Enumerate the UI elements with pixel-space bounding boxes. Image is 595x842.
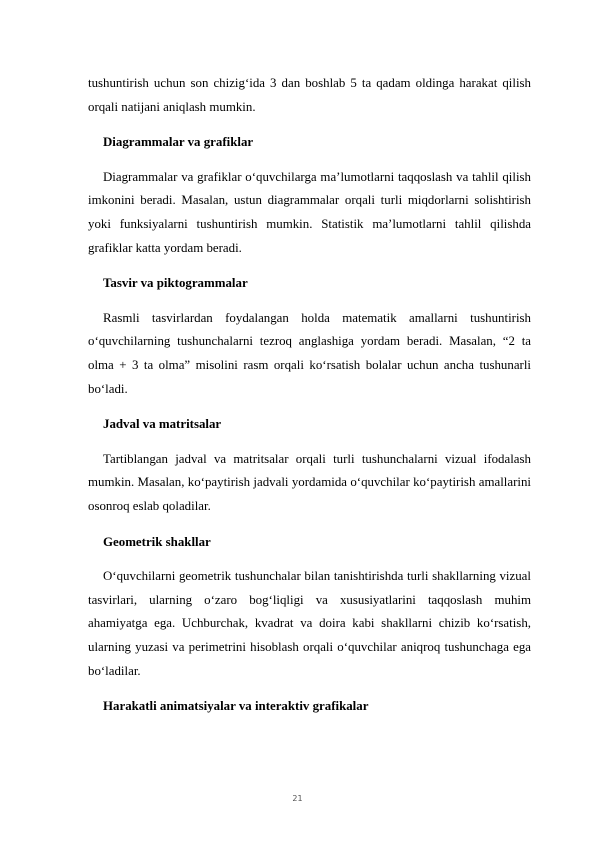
paragraph-continued: tushuntirish uchun son chizig‘ida 3 dan boshlab 5 ta qadam oldinga harakat qilish orqali natijani aniqlash mumkin. xyxy=(88,76,531,114)
spacer xyxy=(88,401,531,413)
spacer xyxy=(88,437,531,448)
paragraph-diagrams: Diagrammalar va grafiklar o‘quvchilarga ma’lumotlarni taqqoslash va tahlil qilish imkonini beradi. Masalan, ustun diagrammalar orqali turli miqdorlarni solishtirish yoki funksiyalarni tushuntirish mumkin. Statistik ma’lumotlarni tahlil qilishda grafiklar katta yordam beradi. xyxy=(88,169,531,255)
spacer xyxy=(88,683,531,695)
spacer xyxy=(88,119,531,131)
spacer xyxy=(88,296,531,307)
section-heading-pictograms: Tasvir va piktogrammalar xyxy=(103,276,248,291)
spacer xyxy=(88,260,531,272)
spacer xyxy=(88,519,531,531)
paragraph-geometry: O‘quvchilarni geometrik tushunchalar bilan tanishtirishda turli shakllarning vizual tasvirlari, ularning o‘zaro bog‘liqligi va xususiyatlarini taqqoslash muhim ahamiyatga ega. Uchburchak, kvadrat va doira kabi shakllarni chizib ko‘rsatish, ularning yuzasi va perimetrini hisoblash orqali o‘quvchilar aniqroq tushunchaga ega bo‘ladilar. xyxy=(88,568,531,678)
spacer xyxy=(88,554,531,565)
page-number: 21 xyxy=(292,794,303,803)
section-heading-diagrams: Diagrammalar va grafiklar xyxy=(103,135,254,150)
paragraph-tables: Tartiblangan jadval va matritsalar orqali turli tushunchalarni vizual ifodalash mumkin. Masalan, ko‘paytirish jadvali yordamida o‘quvchilar ko‘paytirish amallarini osonroq eslab qoladilar. xyxy=(88,451,531,514)
spacer xyxy=(88,155,531,166)
section-heading-tables: Jadval va matritsalar xyxy=(103,417,222,432)
section-heading-geometry: Geometrik shakllar xyxy=(103,534,211,549)
paragraph-pictograms: Rasmli tasvirlardan foydalangan holda matematik amallarni tushuntirish o‘quvchilarning tushunchalarni tezroq anglashiga yordam beradi. Masalan, “2 ta olma + 3 ta olma” misolini rasm orqali ko‘rsatish bolalar uchun ancha tushunarli bo‘ladi. xyxy=(88,310,531,396)
section-heading-animations: Harakatli animatsiyalar va interaktiv grafikalar xyxy=(103,699,369,714)
page-content xyxy=(88,72,531,719)
